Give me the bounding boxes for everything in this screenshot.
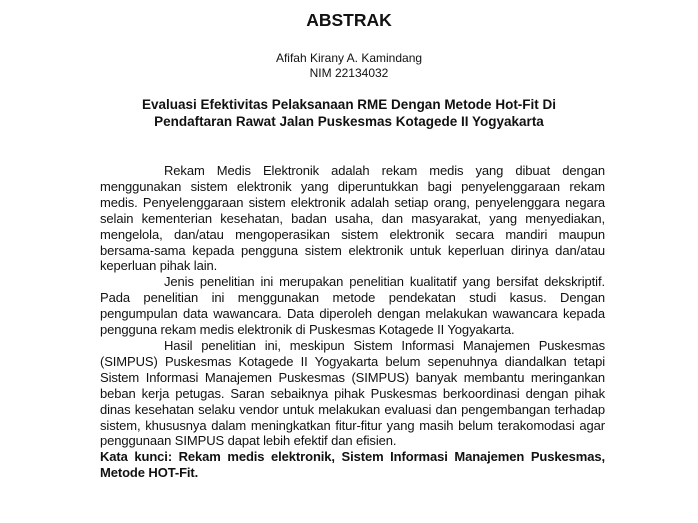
thesis-title-line-2: Pendaftaran Rawat Jalan Puskesmas Kotagede II Yogyakarta xyxy=(154,113,544,129)
abstract-paragraph-1: Rekam Medis Elektronik adalah rekam medis yang dibuat dengan menggunakan sistem elektronik yang diperuntukkan bagi penyelenggaraan rekam medis. Penyelenggaraan sistem elektronik adalah setiap orang, penyelenggara negara selain kementerian kesehatan, badan usaha, dan masyarakat, yang menyediakan, mengelola, dan/atau mengoperasikan sistem elektronik secara mandiri maupun bersama-sama kepada pengguna sistem elektronik untuk keperluan dirinya dan/atau keperluan pihak lain. xyxy=(100,163,605,274)
page-heading: ABSTRAK xyxy=(306,10,392,30)
abstract-paragraph-3: Hasil penelitian ini, meskipun Sistem Informasi Manajemen Puskesmas (SIMPUS) Puskesmas Kotagede II Yogyakarta belum sepenuhnya diandalkan tetapi Sistem Informasi Manajemen Puskesmas (SIMPUS) banyak membantu meringankan beban kerja petugas. Saran sebaiknya pihak Puskesmas berkoordinasi dengan pihak dinas kesehatan selaku vendor untuk melakukan evaluasi dan pengembangan terhadap sistem, khususnya dalam meningkatkan fitur-fitur yang masih belum terakomodasi agar penggunaan SIMPUS dapat lebih efektif dan efisien. xyxy=(100,337,605,449)
abstract-body xyxy=(100,163,605,481)
author-name: Afifah Kirany A. Kamindang xyxy=(275,51,423,65)
keywords-line: Kata kunci: Rekam medis elektronik, Sistem Informasi Manajemen Puskesmas, Metode HOT-Fit. xyxy=(100,449,605,481)
abstract-paragraph-2: Jenis penelitian ini merupakan penelitian kualitatif yang bersifat dekskriptif. Pada penelitian ini menggunakan metode pendekatan studi kasus. Dengan pengumpulan data wawancara. Data diperoleh dengan melakukan wawancara kepada pengguna rekam medis elektronik di Puskesmas Kotagede II Yogyakarta. xyxy=(100,274,605,338)
thesis-title-line-1: Evaluasi Efektivitas Pelaksanaan RME Dengan Metode Hot-Fit Di xyxy=(141,97,557,112)
student-id: NIM 22134032 xyxy=(309,65,389,80)
author-block xyxy=(0,51,698,80)
thesis-title xyxy=(0,97,698,130)
